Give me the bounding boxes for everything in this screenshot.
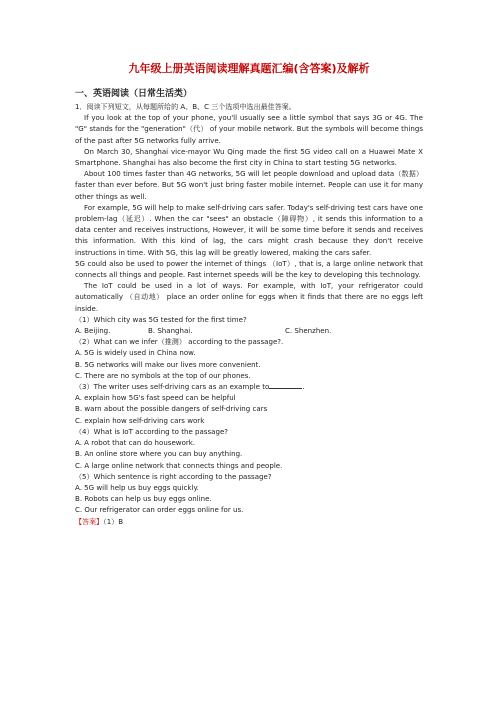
section-heading: 一、英语阅读（日常生活类）	[75, 89, 193, 99]
option-b: B. 5G networks will make our lives more convenient.	[75, 359, 261, 369]
question-1: （1）Which city was 5G tested for the first time?	[75, 314, 247, 324]
passage-paragraph-2: On March 30, Shanghai vice-mayor Wu Qing made the first 5G video call on a Huawei Mate X Smartphone. Shanghai has also become the first city in China to start testing 5G networks.	[75, 146, 423, 168]
answer-blank	[269, 381, 302, 389]
question-3: （3）The writer uses self-driving cars as an example to .	[75, 382, 305, 392]
option-a: A. A robot that can do housework.	[75, 438, 196, 448]
passage-paragraph-5: 5G could also be used to power the internet of things （IoT）, that is, a large online network that connects all things and people. Fast internet speeds will be the key to developing this technology.	[75, 258, 423, 280]
question-1-options	[75, 325, 423, 336]
question-5: （5）Which sentence is right according to the passage?	[75, 471, 272, 481]
question-2: （2）What can we infer（推测） according to the passage?.	[75, 337, 284, 347]
document-page	[75, 62, 423, 527]
answer-first: （1）B	[103, 516, 124, 526]
passage-paragraph-3: About 100 times faster than 4G networks, 5G will let people download and upload data（数据） faster than ever before. But 5G won't just bring faster mobile internet. People can use it for many other things as well.	[75, 169, 423, 201]
passage-paragraph-1: If you look at the top of your phone, you'll usually see a little symbol that says 3G or 4G. The "G" stands for the "generation"（代） of your mobile network. But the symbols will become things of the past after 5G networks fully arrive.	[75, 113, 423, 145]
option-b: B. Robots can help us buy eggs online.	[75, 494, 212, 504]
passage-paragraph-6: The IoT could be used in a lot of ways. For example, with IoT, your refrigerator could automatically （自动地） place an order online for eggs when it finds that there are no eggs left inside.	[75, 281, 423, 313]
option-b: B. warn about the possible dangers of self-driving cars	[75, 404, 268, 414]
passage-paragraph-4: For example, 5G will help to make self-driving cars safer. Today's self-driving test cars have one problem-lag（延迟）. When the car "sees" an obstacle（障碍物）, it sends this information to a data center and receives instructions, However, it will be some time before it sends and receives this information. With this kind of lag, the cars might crash because they don't receive instructions in time. With 5G, this lag will be greatly lowered, making the cars safer.	[75, 202, 423, 257]
document-title: 九年级上册英语阅读理解真题汇编(含答案)及解析	[128, 62, 370, 75]
option-c: C. There are no symbols at the top of our phones.	[75, 370, 251, 380]
instruction: 1．阅读下列短文，从每题所给的 A、B、C 三个选项中选出最佳答案。	[75, 102, 296, 111]
answer-label: 【答案】	[75, 516, 104, 526]
option-a: A. 5G will help us buy eggs quickly.	[75, 482, 199, 492]
option-b: B. Shanghai.	[148, 326, 193, 336]
option-c: C. explain how self-driving cars work	[75, 415, 205, 425]
option-c: C. Shenzhen.	[285, 326, 332, 336]
answer-line	[75, 516, 423, 527]
option-c: C. A large online network that connects things and people.	[75, 460, 283, 470]
option-a: A. Beijing.	[75, 326, 111, 336]
option-a: A. explain how 5G's fast speed can be helpful	[75, 393, 236, 403]
option-c: C. Our refrigerator can order eggs online for us.	[75, 505, 244, 515]
question-4: （4）What is IoT according to the passage?	[75, 426, 229, 436]
option-a: A. 5G is widely used in China now.	[75, 348, 196, 358]
option-b: B. An online store where you can buy anything.	[75, 449, 243, 459]
